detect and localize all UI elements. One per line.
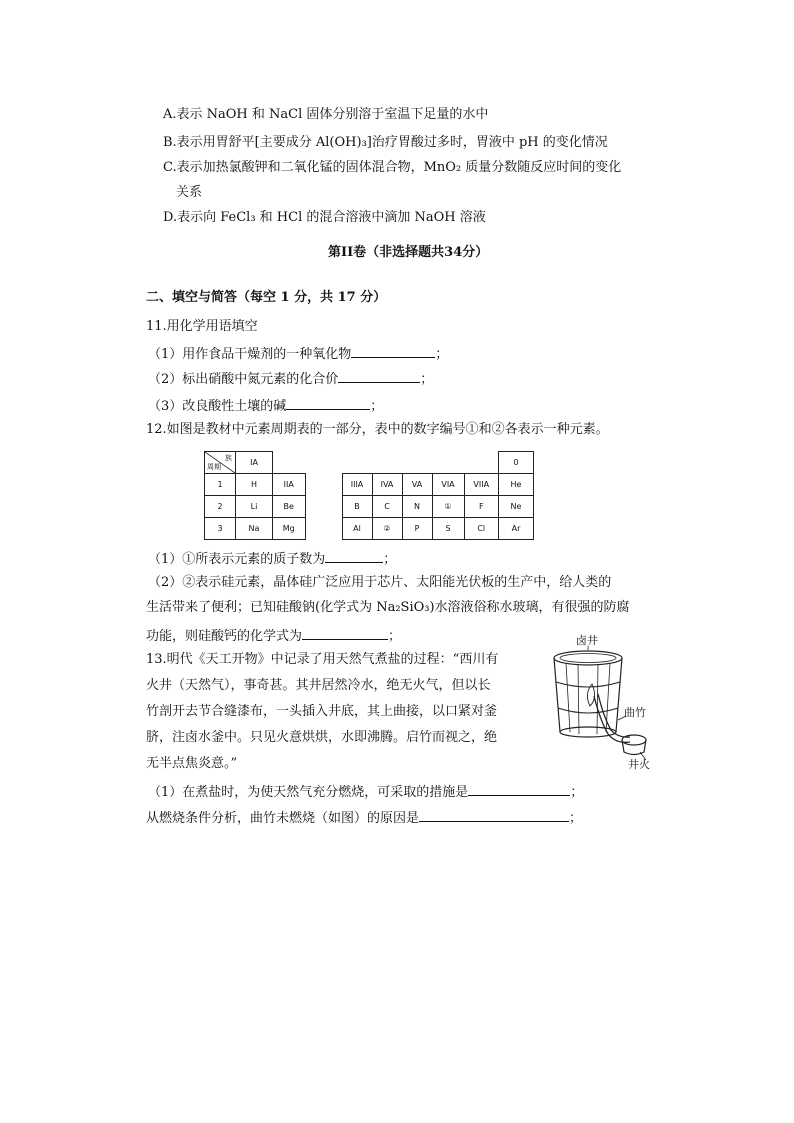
answer-blank[interactable] bbox=[468, 781, 570, 796]
option-b: B.表示用胃舒平[主要成分 Al(OH)₃]治疗胃酸过多时，胃液中 pH 的变化情况 bbox=[163, 135, 608, 150]
semicolon: ； bbox=[388, 629, 402, 644]
semicolon: ； bbox=[435, 347, 449, 362]
table-cell: IVA bbox=[372, 474, 402, 496]
table-cell: Ar bbox=[499, 518, 534, 540]
q12-stem: 12.如图是教材中元素周期表的一部分，表中的数字编号①和②各表示一种元素。 bbox=[146, 422, 609, 437]
answer-blank[interactable] bbox=[338, 368, 420, 383]
q12-part1 bbox=[148, 548, 396, 569]
table-row bbox=[205, 518, 534, 540]
semicolon: ； bbox=[420, 372, 434, 387]
q11-part2 bbox=[148, 368, 433, 389]
option-c-continued: 关系 bbox=[176, 185, 203, 200]
q13-line2: 火井（天然气），事奇甚。其井居然冷水，绝无火气，但以长 bbox=[146, 678, 491, 693]
table-cell: VIA bbox=[432, 474, 464, 496]
table-cell: Mg bbox=[273, 518, 306, 540]
periodic-table bbox=[204, 451, 534, 540]
q11-part1 bbox=[148, 343, 448, 364]
q13-line4: 脐，注卤水釜中。只见火意烘烘，水即沸腾。启竹而视之，绝 bbox=[146, 730, 498, 745]
table-cell: IA bbox=[236, 452, 273, 474]
q12-part2-text: 功能，则硅酸钙的化学式为 bbox=[146, 629, 303, 644]
period-label: 周期 bbox=[207, 463, 221, 471]
table-cell: Ne bbox=[499, 496, 534, 518]
table-cell: C bbox=[372, 496, 402, 518]
label-fire-well: 井火 bbox=[628, 758, 650, 771]
q11-stem: 11.用化学用语填空 bbox=[146, 319, 258, 334]
answer-blank[interactable] bbox=[286, 395, 370, 410]
empty-cell bbox=[273, 452, 306, 474]
answer-blank[interactable] bbox=[419, 807, 569, 822]
semicolon: ； bbox=[370, 399, 384, 414]
q12-part1-text: （1）①所表示元素的质子数为 bbox=[148, 552, 326, 567]
table-cell: 0 bbox=[499, 452, 534, 474]
table-cell: VA bbox=[402, 474, 432, 496]
q13-line5: 无半点焦炎意。” bbox=[146, 756, 238, 771]
table-row bbox=[205, 452, 534, 474]
empty-cell bbox=[342, 452, 372, 474]
table-cell: Be bbox=[273, 496, 306, 518]
table-cell: Li bbox=[236, 496, 273, 518]
semicolon: ； bbox=[569, 811, 583, 826]
table-cell: VIIA bbox=[464, 474, 499, 496]
q13-part1 bbox=[148, 781, 583, 802]
option-c: C.表示加热氯酸钾和二氧化锰的固体混合物，MnO₂ 质量分数随反应时间的变化 bbox=[163, 160, 622, 175]
gap-cell bbox=[305, 496, 342, 518]
label-bent-bamboo: 曲竹 bbox=[624, 706, 646, 719]
answer-blank[interactable] bbox=[302, 625, 388, 640]
table-cell: 2 bbox=[205, 496, 236, 518]
q13-part1-line2 bbox=[146, 807, 582, 828]
table-cell: He bbox=[499, 474, 534, 496]
table-cell: N bbox=[402, 496, 432, 518]
table-cell: F bbox=[464, 496, 499, 518]
option-a: A.表示 NaOH 和 NaCl 固体分别溶于室温下足量的水中 bbox=[163, 107, 489, 122]
label-brine-well: 卤井 bbox=[576, 634, 598, 647]
table-cell: 1 bbox=[205, 474, 236, 496]
q13-part1b-text: 从燃烧条件分析，曲竹未燃烧（如图）的原因是 bbox=[146, 811, 420, 826]
table-cell: ② bbox=[372, 518, 402, 540]
table-cell: H bbox=[236, 474, 273, 496]
empty-cell bbox=[464, 452, 499, 474]
semicolon: ； bbox=[570, 785, 584, 800]
table-cell: Al bbox=[342, 518, 372, 540]
q13-line3: 竹剖开去节合缝漆布，一头插入井底，其上曲接，以口紧对釜 bbox=[146, 704, 498, 719]
q12-part2-line2: 生活带来了便利；已知硅酸钠(化学式为 Na₂SiO₃)水溶液俗称水玻璃，有很强的防腐 bbox=[146, 600, 630, 615]
q11-part2-text: （2）标出硝酸中氮元素的化合价 bbox=[148, 372, 339, 387]
table-corner-cell bbox=[205, 452, 236, 474]
table-cell: IIA bbox=[273, 474, 306, 496]
answer-blank[interactable] bbox=[351, 343, 435, 358]
empty-cell bbox=[402, 452, 432, 474]
table-cell: 3 bbox=[205, 518, 236, 540]
empty-cell bbox=[372, 452, 402, 474]
section-title: 二、填空与简答（每空 1 分，共 17 分） bbox=[146, 290, 387, 305]
gap-cell bbox=[305, 518, 342, 540]
q13-line1: 13.明代《天工开物》中记录了用天然气煮盐的过程：“西川有 bbox=[146, 652, 499, 667]
table-row bbox=[205, 496, 534, 518]
volume-title: 第II卷（非选择题共34分） bbox=[328, 245, 489, 260]
q11-part3 bbox=[148, 395, 383, 416]
answer-blank[interactable] bbox=[325, 548, 383, 563]
option-d: D.表示向 FeCl₃ 和 HCl 的混合溶液中滴加 NaOH 溶液 bbox=[163, 210, 486, 225]
table-cell: B bbox=[342, 496, 372, 518]
brine-well-figure bbox=[548, 634, 656, 771]
gap-cell bbox=[305, 452, 342, 474]
q11-part3-text: （3）改良酸性土壤的碱 bbox=[148, 399, 287, 414]
q12-part2-line3 bbox=[146, 625, 401, 646]
table-cell: S bbox=[432, 518, 464, 540]
table-cell: P bbox=[402, 518, 432, 540]
table-cell: ① bbox=[432, 496, 464, 518]
gap-cell bbox=[305, 474, 342, 496]
table-cell: IIIA bbox=[342, 474, 372, 496]
q12-part2-line1: （2）②表示硅元素，晶体硅广泛应用于芯片、太阳能光伏板的生产中，给人类的 bbox=[148, 575, 612, 590]
q11-part1-text: （1）用作食品干燥剂的一种氧化物 bbox=[148, 347, 352, 362]
brine-well-illustration bbox=[548, 636, 656, 768]
q13-part1-text: （1）在煮盐时，为使天然气充分燃烧，可采取的措施是 bbox=[148, 785, 469, 800]
table-row bbox=[205, 474, 534, 496]
semicolon: ； bbox=[383, 552, 397, 567]
table-cell: Na bbox=[236, 518, 273, 540]
table-cell: Cl bbox=[464, 518, 499, 540]
empty-cell bbox=[432, 452, 464, 474]
family-label: 族 bbox=[225, 454, 232, 462]
